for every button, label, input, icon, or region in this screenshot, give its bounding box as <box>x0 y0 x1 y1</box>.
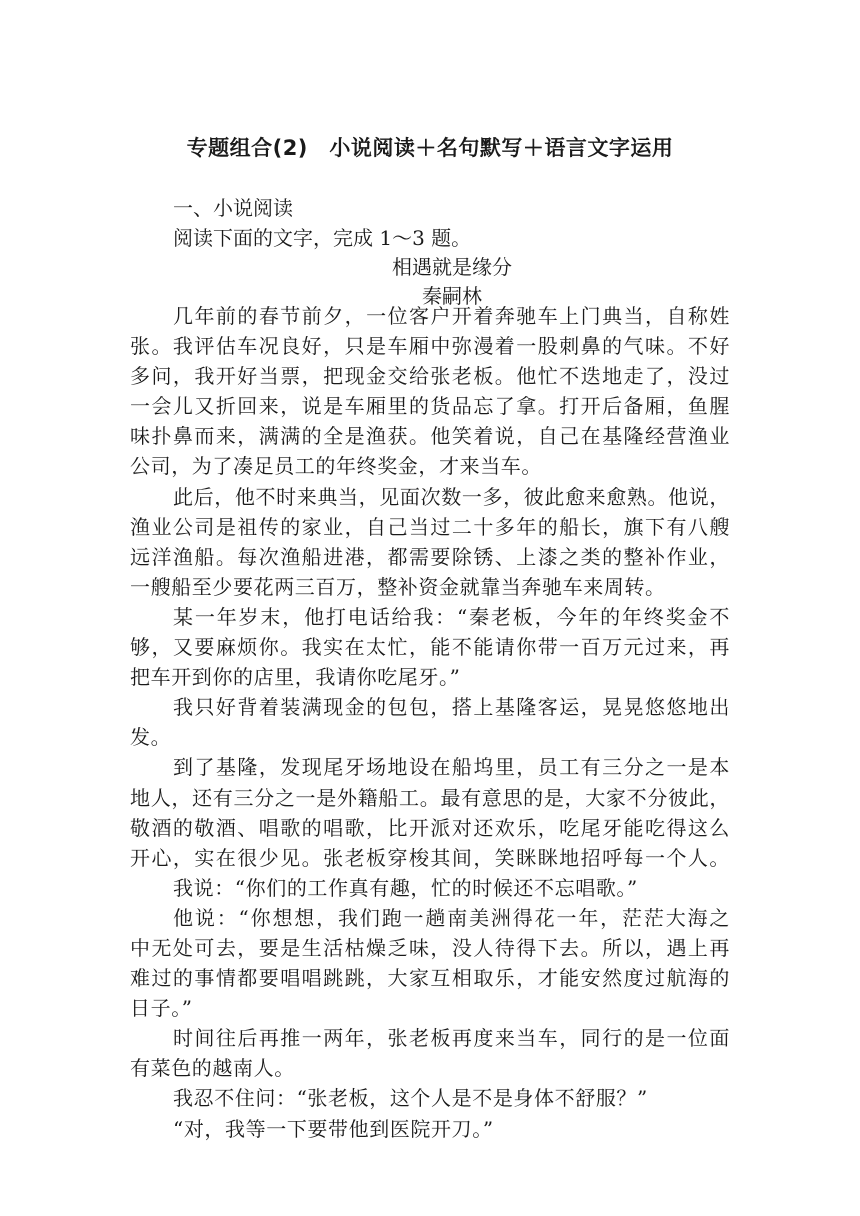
story-line: 远洋渔船。每次渔船进港，都需要除锈、上漆之类的整补作业， <box>130 544 730 569</box>
story-line: 把车开到你的店里，我请你吃尾牙。” <box>130 665 461 690</box>
story-line: 此后，他不时来典当，见面次数一多，彼此愈来愈熟。他说， <box>173 484 730 509</box>
story-body <box>130 301 730 1144</box>
story-author: 秦嗣林 <box>422 284 482 308</box>
section-heading: 一、小说阅读 <box>173 196 293 220</box>
story-line: 多问，我开好当票，把现金交给张老板。他忙不迭地走了，没过 <box>130 364 730 389</box>
story-line: 地人，还有三分之一是外籍船工。最有意思的是，大家不分彼此， <box>130 785 730 810</box>
story-line: “对，我等一下要带他到医院开刀。” <box>173 1116 494 1141</box>
story-line: 几年前的春节前夕，一位客户开着奔驰车上门典当，自称姓 <box>173 304 730 328</box>
story-line: 难过的事情都要唱唱跳跳，大家互相取乐，才能安然度过航海的 <box>130 966 730 991</box>
story-line: 发。 <box>130 725 172 750</box>
story-line: 一会儿又折回来，说是车厢里的货品忘了拿。打开后备厢，鱼腥 <box>130 394 730 419</box>
story-line: 中无处可去，要是生活枯燥乏味，没人待得下去。所以，遇上再 <box>130 935 730 960</box>
story-line: 敬酒的敬酒、唱歌的唱歌，比开派对还欢乐，吃尾牙能吃得这么 <box>130 815 730 840</box>
story-line: 某一年岁末，他打电话给我：“秦老板，今年的年终奖金不 <box>173 604 730 629</box>
story-line: 我忍不住问：“张老板，这个人是不是身体不舒服？” <box>173 1086 648 1111</box>
story-line: 我说：“你们的工作真有趣，忙的时候还不忘唱歌。” <box>173 875 638 900</box>
document-title: 专题组合(2) 小说阅读＋名句默写＋语言文字运用 <box>186 136 674 160</box>
story-line: 我只好背着装满现金的包包，搭上基隆客运，晃晃悠悠地出 <box>173 695 730 720</box>
story-line: 渔业公司是祖传的家业，自己当过二十多年的船长，旗下有八艘 <box>130 514 730 539</box>
story-title: 相遇就是缘分 <box>392 255 512 279</box>
reading-instruction: 阅读下面的文字，完成 1～3 题。 <box>173 226 472 250</box>
story-line: 他说：“你想想，我们跑一趟南美洲得花一年，茫茫大海之 <box>173 905 730 930</box>
story-line: 公司，为了凑足员工的年终奖金，才来当车。 <box>130 454 542 479</box>
story-line: 时间往后再推一两年，张老板再度来当车，同行的是一位面 <box>173 1026 730 1051</box>
story-line: 有菜色的越南人。 <box>130 1056 295 1081</box>
story-line: 够，又要麻烦你。我实在太忙，能不能请你带一百万元过来，再 <box>130 635 730 660</box>
story-line: 一艘船至少要花两三百万，整补资金就靠当奔驰车来周转。 <box>130 574 666 599</box>
story-line: 日子。” <box>130 996 193 1021</box>
story-line: 味扑鼻而来，满满的全是渔获。他笑着说，自己在基隆经营渔业 <box>130 424 730 449</box>
story-line: 开心，实在很少见。张老板穿梭其间，笑眯眯地招呼每一个人。 <box>130 845 730 870</box>
story-line: 到了基隆，发现尾牙场地设在船坞里，员工有三分之一是本 <box>173 755 730 780</box>
story-line: 张。我评估车况良好，只是车厢中弥漫着一股刺鼻的气味。不好 <box>130 334 730 359</box>
